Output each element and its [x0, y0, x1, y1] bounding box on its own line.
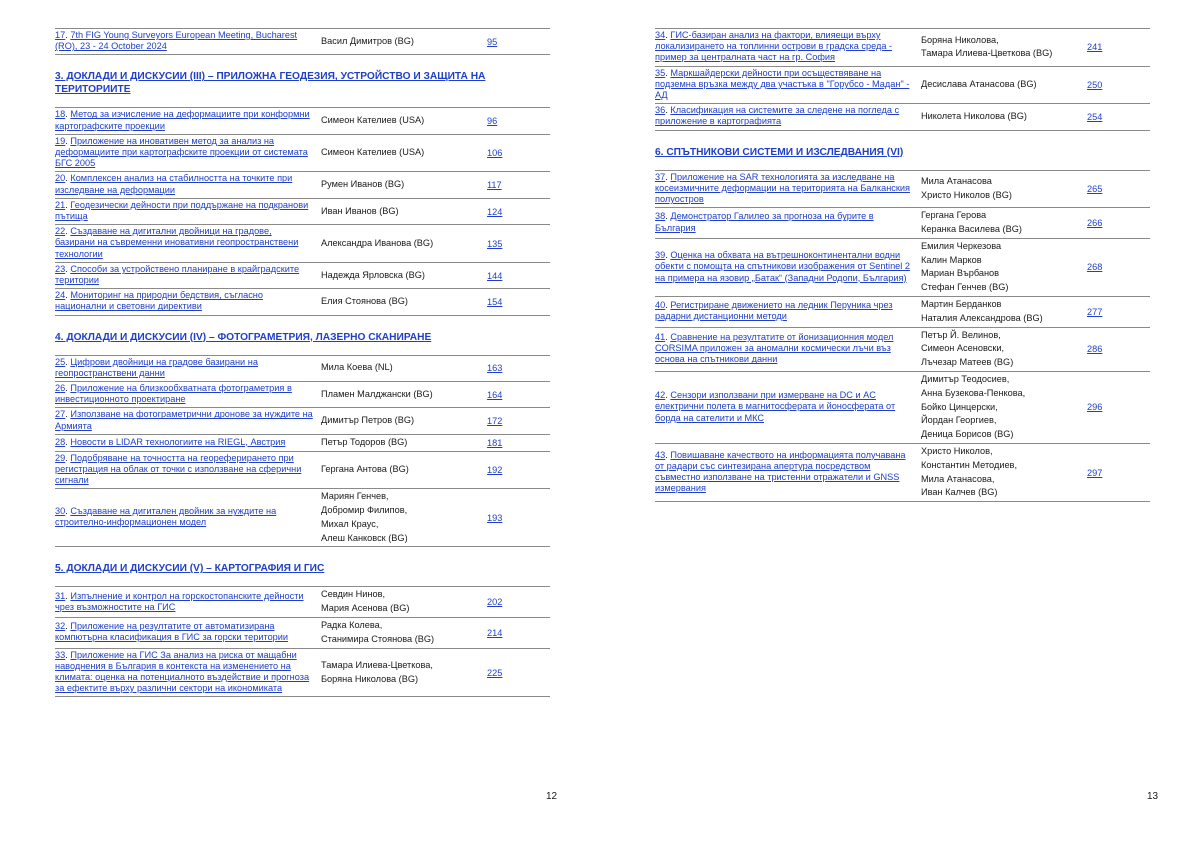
entry-number-dot: .	[65, 436, 71, 447]
author-name: Стефан Генчев (BG)	[921, 282, 1009, 293]
entry-authors	[313, 489, 487, 546]
entry-number-link[interactable]: 25	[55, 356, 66, 367]
entry-title	[655, 249, 913, 286]
toc-entry	[55, 224, 550, 262]
author-name: Емилия Черкезова	[921, 240, 1002, 251]
entry-title	[55, 172, 313, 197]
entry-title	[655, 389, 913, 426]
entry-number-dot: .	[665, 390, 671, 401]
author-name: Йордан Георгиев,	[921, 415, 997, 426]
entry-number-link[interactable]: 40	[655, 300, 666, 311]
entry-authors	[313, 204, 487, 220]
right-page	[600, 0, 1200, 849]
entry-number-dot: .	[65, 649, 71, 660]
toc-entry	[655, 66, 1150, 104]
author-name: Тамара Илиева-Цветкова (BG)	[921, 48, 1053, 59]
entry-title-link[interactable]: Създаване на дигитален двойник за нуждите на строително-информационен модел	[55, 506, 277, 528]
author-name: Наталия Александрова (BG)	[921, 312, 1043, 323]
author-name: Иван Калчев (BG)	[921, 487, 998, 498]
entry-number-link[interactable]: 36	[655, 105, 666, 116]
entry-title	[55, 29, 313, 54]
entry-authors	[313, 587, 487, 617]
entry-authors	[913, 33, 1087, 63]
author-name: Мила Атанасова	[921, 176, 992, 187]
entry-authors	[913, 174, 1087, 204]
entry-page-link[interactable]: 181	[487, 437, 503, 448]
entry-number-dot: .	[65, 506, 71, 517]
entry-title	[655, 331, 913, 368]
entry-number-dot: .	[665, 332, 671, 342]
entry-page-link[interactable]: 297	[1087, 467, 1103, 478]
page-number: 12	[546, 791, 558, 802]
author-name: Надежда Ярловска (BG)	[321, 269, 425, 280]
entry-title-link[interactable]: Създаване на дигитални двойници на градове, базирани на съвременни иновативни геопространствени технологии	[55, 226, 299, 259]
entry-number-link[interactable]: 27	[55, 409, 66, 420]
entry-title-link[interactable]: Изпълнение и контрол на горскостопанските дейности чрез възможностите на ГИС	[55, 590, 304, 612]
entry-title-link[interactable]: Комплексен анализ на стабилността на точките при изследване на деформации	[55, 173, 293, 195]
entry-title-link[interactable]: Използване на фотограметрични дронове за нуждите на Армията	[55, 409, 313, 431]
entry-page-link[interactable]: 172	[487, 416, 503, 427]
author-name: Алеш Канковск (BG)	[321, 532, 408, 543]
entry-page-link[interactable]: 193	[487, 512, 503, 523]
toc-entry	[55, 107, 550, 133]
entry-number-dot: .	[665, 250, 671, 261]
entry-authors	[313, 268, 487, 284]
entry-authors	[313, 113, 487, 129]
entry-number-link[interactable]: 32	[55, 621, 66, 632]
author-name: Васил Димитров (BG)	[321, 35, 414, 46]
entry-number-link[interactable]: 23	[55, 263, 66, 274]
entry-title	[55, 382, 313, 407]
author-name: Димитър Петров (BG)	[321, 415, 415, 426]
entry-authors	[313, 658, 487, 688]
toc-column-left	[55, 28, 550, 697]
entry-number-link[interactable]: 30	[55, 506, 66, 517]
entry-number-dot: .	[65, 135, 71, 146]
author-name: Севдин Нинов,	[321, 589, 386, 600]
entry-authors	[913, 444, 1087, 501]
entry-number-link[interactable]: 43	[655, 449, 666, 460]
entry-number-link[interactable]: 22	[55, 226, 66, 237]
entry-authors	[913, 328, 1087, 371]
entry-title	[55, 356, 313, 381]
entry-number-link[interactable]: 33	[55, 649, 66, 660]
author-name: Петър Й. Велинов,	[921, 329, 1001, 340]
toc-entry	[655, 296, 1150, 327]
toc-entry	[655, 371, 1150, 443]
entry-title	[55, 649, 313, 697]
author-name: Симеон Кателиев (USA)	[321, 115, 425, 126]
entry-page-link[interactable]: 268	[1087, 262, 1103, 273]
entry-authors	[313, 462, 487, 478]
entry-page-link[interactable]: 202	[487, 597, 503, 608]
entry-title-link[interactable]: Мониторинг на природни бедствия, съгласно национални и световни директиви	[55, 290, 263, 312]
entry-number-link[interactable]: 29	[55, 452, 66, 463]
author-name: Константин Методиев,	[921, 459, 1017, 470]
entry-title-link[interactable]: Приложение на резултатите от автоматизирана компютърна класификация в ГИС за горски територии	[55, 621, 289, 643]
toc-entry	[55, 451, 550, 489]
author-name: Мариян Генчев,	[321, 491, 389, 502]
entry-page-link[interactable]: 124	[487, 206, 503, 217]
entry-page-link[interactable]: 144	[487, 270, 503, 281]
author-name: Десислава Атанасова (BG)	[921, 79, 1037, 90]
toc-entry	[655, 28, 1150, 66]
toc-entry	[55, 288, 550, 314]
toc-entry	[55, 198, 550, 224]
section-heading[interactable]: 5. ДОКЛАДИ И ДИСКУСИИ (V) – КАРТОГРАФИЯ И ГИС	[55, 546, 550, 586]
entry-authors	[313, 360, 487, 376]
entry-page-link[interactable]: 214	[487, 627, 503, 638]
author-name: Тамара Илиева-Цветкова,	[321, 659, 433, 670]
entry-title	[55, 108, 313, 133]
author-name: Елия Стоянова (BG)	[321, 296, 408, 307]
toc-entry	[655, 103, 1150, 129]
entry-title-link[interactable]: Регистриране движението на ледник Перуника чрез радарни дистанционни методи	[655, 300, 893, 322]
entry-page-link[interactable]: 265	[1087, 183, 1103, 194]
entry-page-link[interactable]: 164	[487, 389, 503, 400]
entry-number-link[interactable]: 38	[655, 211, 666, 222]
entry-number-dot: .	[665, 67, 671, 78]
entry-authors	[313, 618, 487, 648]
author-name: Румен Иванов (BG)	[321, 179, 405, 190]
entry-authors	[913, 208, 1087, 238]
entry-number-link[interactable]: 39	[655, 250, 666, 261]
entry-page-link[interactable]: 254	[1087, 111, 1103, 122]
author-name: Николета Николова (BG)	[921, 111, 1027, 122]
entry-title-link[interactable]: Приложение на иновативен метод за анализ на деформациите при картографските проекции от системата БГС 2005	[55, 135, 308, 169]
entry-number-dot: .	[65, 290, 71, 301]
entry-title-link[interactable]: Приложение на близкообхватната фотограметрия в инвестиционното проектиране	[55, 383, 292, 405]
toc-entry	[55, 381, 550, 407]
entry-page-link[interactable]: 296	[1087, 402, 1103, 413]
entry-authors	[313, 435, 487, 451]
entry-page-link[interactable]: 95	[487, 36, 498, 47]
entry-number-link[interactable]: 41	[655, 332, 666, 342]
entry-authors	[313, 34, 487, 50]
entry-number-link[interactable]: 21	[55, 199, 66, 210]
entry-title	[655, 29, 913, 66]
toc-entry	[655, 207, 1150, 238]
author-name: Добромир Филипов,	[321, 505, 408, 516]
entry-number-dot: .	[65, 199, 71, 210]
entry-title	[55, 225, 313, 262]
entry-authors	[313, 236, 487, 252]
entry-authors	[313, 294, 487, 310]
entry-number-link[interactable]: 24	[55, 290, 66, 301]
entry-page-link[interactable]: 163	[487, 363, 503, 374]
author-name: Мария Асенова (BG)	[321, 603, 410, 614]
author-name: Керанка Василева (BG)	[921, 224, 1022, 235]
entry-number-link[interactable]: 20	[55, 173, 66, 184]
entry-title	[655, 299, 913, 324]
toc-entry	[55, 262, 550, 288]
entry-number-dot: .	[65, 590, 71, 601]
entry-number-link[interactable]: 19	[55, 135, 66, 146]
entry-title-link[interactable]: Цифрови двойници на градове базирани на геопространствени данни	[55, 356, 258, 378]
entry-page-link[interactable]: 266	[1087, 218, 1103, 229]
author-name: Мила Атанасова,	[921, 473, 995, 484]
section-heading[interactable]: 3. ДОКЛАДИ И ДИСКУСИИ (III) – ПРИЛОЖНА ГЕОДЕЗИЯ, УСТРОЙСТВО И ЗАЩИТА НА ТЕРИТОРИИТЕ	[55, 54, 550, 107]
author-name: Мартин Берданков	[921, 299, 1002, 310]
entry-title-link[interactable]: Сензори използвани при измерване на DC и AC електрични полета в магнитосферата и йоносферата от борда на сателити и МКС	[655, 390, 896, 423]
entry-authors	[313, 177, 487, 193]
entry-title	[55, 263, 313, 288]
entry-authors	[313, 413, 487, 429]
entry-title	[655, 210, 913, 235]
author-name: Мила Коева (NL)	[321, 362, 393, 373]
author-name: Боряна Николова (BG)	[321, 673, 419, 684]
section-heading[interactable]: 4. ДОКЛАДИ И ДИСКУСИИ (IV) – ФОТОГРАМЕТРИЯ, ЛАЗЕРНО СКАНИРАНЕ	[55, 315, 550, 355]
toc-entry	[655, 170, 1150, 208]
entry-title	[55, 135, 313, 172]
entry-page-link[interactable]: 135	[487, 238, 503, 249]
entry-page-link[interactable]: 192	[487, 464, 503, 475]
entry-page-link[interactable]: 106	[487, 148, 503, 159]
author-name: Гергана Герова	[921, 210, 987, 221]
entry-page-link[interactable]: 117	[487, 180, 502, 191]
author-name: Александра Иванова (BG)	[321, 237, 434, 248]
entry-title	[55, 505, 313, 530]
toc-entry	[55, 434, 550, 451]
entry-title-link[interactable]: Демонстратор Галилео за прогноза на бурите в България	[655, 211, 874, 233]
entry-title-link[interactable]: Способи за устройствено планиране в крайградските територии	[55, 263, 300, 286]
author-name: Симеон Кателиев (USA)	[321, 147, 425, 158]
entry-title	[655, 449, 913, 497]
entry-title-link[interactable]: Приложение на ГИС За анализ на риска от мащабни наводнения в България в контекста на изменението на климата: оценка на потенциалното въздействие и прогноза за ефектите върху различни сектори на икономиката	[55, 649, 310, 694]
entry-number-link[interactable]: 42	[655, 390, 666, 401]
entry-title	[655, 104, 913, 129]
author-name: Христо Николов (BG)	[921, 189, 1012, 200]
toc-entry	[55, 617, 550, 648]
entry-page-link[interactable]: 154	[487, 296, 503, 307]
toc-entry	[655, 238, 1150, 296]
toc-entry	[55, 407, 550, 433]
toc-entry	[55, 134, 550, 172]
author-name: Бойко Цинцерски,	[921, 401, 998, 412]
entry-number-link[interactable]: 34	[655, 30, 666, 40]
entry-number-dot: .	[665, 449, 671, 460]
toc-entry	[55, 648, 550, 698]
author-name: Гергана Антова (BG)	[321, 464, 409, 475]
entry-page-link[interactable]: 286	[1087, 344, 1103, 355]
entry-number-dot: .	[65, 383, 71, 394]
entry-number-dot: .	[65, 226, 71, 237]
entry-title-link[interactable]: ГИС-базиран анализ на фактори, влияещи върху локализирането на топлинни острови в градска среда - пример за централната част на гр. София	[655, 30, 893, 63]
entry-number-link[interactable]: 28	[55, 436, 66, 447]
entry-title	[655, 171, 913, 208]
entry-title	[55, 408, 313, 433]
entry-title	[55, 620, 313, 645]
entry-title	[55, 199, 313, 224]
entry-authors	[913, 297, 1087, 327]
author-name: Иван Иванов (BG)	[321, 205, 399, 216]
entry-title-link[interactable]: Оценка на обхвата на вътрешноконтинентални водни обекти с помощта на спътникови изображения от Sentinel 2 на примера на язовир „Батак“ (Западни Родопи, България)	[655, 250, 910, 283]
toc-entry	[55, 488, 550, 546]
entry-number-dot: .	[65, 621, 71, 632]
author-name: Димитър Теодосиев,	[921, 374, 1010, 384]
entry-authors	[913, 109, 1087, 125]
toc-entry	[55, 28, 550, 54]
author-name: Радка Колева,	[321, 620, 383, 631]
toc-entry	[55, 171, 550, 197]
author-name: Деница Борисов (BG)	[921, 429, 1014, 440]
section-heading[interactable]: 6. СПЪТНИКОВИ СИСТЕМИ И ИЗСЛЕДВАНИЯ (VI)	[655, 130, 1150, 170]
entry-page-link[interactable]: 250	[1087, 79, 1103, 90]
entry-title-link[interactable]: Приложение на SAR технологията за изследване на косеизмичните деформации на територията на Балканския полуостров	[655, 171, 910, 205]
author-name: Лъчезар Матеев (BG)	[921, 357, 1014, 368]
author-name: Христо Николов,	[921, 445, 993, 456]
entry-title-link[interactable]: Сравнение на резултатите от йонизационния модел CORSIMA приложен за аномални космически лъчи въз основа на спътникови данни	[655, 332, 894, 365]
entry-number-dot: .	[665, 300, 671, 311]
author-name: Пламен Малджански (BG)	[321, 388, 433, 399]
entry-number-dot: .	[665, 211, 671, 222]
toc-entry	[55, 586, 550, 617]
entry-authors	[313, 387, 487, 403]
entry-number-dot: .	[65, 409, 71, 420]
toc-entry	[55, 355, 550, 381]
author-name: Михал Краус,	[321, 518, 379, 529]
entry-number-link[interactable]: 26	[55, 383, 66, 394]
entry-title-link[interactable]: Метод за изчисление на деформациите при конформни картографските проекции	[55, 109, 310, 131]
toc-entry	[655, 443, 1150, 502]
author-name: Симеон Асеновски,	[921, 343, 1005, 354]
entry-authors	[913, 239, 1087, 296]
entry-title-link[interactable]: Повишаване качеството на информацията получавана от радари със синтезирана апертура посредством съвместно използване на тристенни отражатели и GNSS измервания	[655, 449, 906, 494]
entry-title-link[interactable]: Класификация на системите за следене на погледа с приложение в картографията	[655, 105, 900, 127]
author-name: Станимира Стоянова (BG)	[321, 633, 435, 644]
author-name: Боряна Николова,	[921, 34, 999, 45]
entry-number-dot: .	[665, 171, 671, 182]
entry-number-dot: .	[65, 109, 71, 120]
entry-number-dot: .	[65, 452, 71, 463]
entry-authors	[913, 77, 1087, 93]
entry-title	[55, 590, 313, 615]
entry-page-link[interactable]: 225	[487, 667, 503, 678]
entry-page-link[interactable]: 96	[487, 116, 498, 127]
entry-number-dot: .	[65, 173, 71, 184]
entry-number-dot: .	[665, 105, 671, 116]
entry-number-dot: .	[65, 263, 71, 274]
entry-number-link[interactable]: 31	[55, 590, 66, 601]
entry-title-link[interactable]: Новости в LIDAR технологиите на RIEGL, Австрия	[70, 436, 286, 447]
entry-number-link[interactable]: 18	[55, 109, 66, 120]
entry-title-link[interactable]: 7th FIG Young Surveyors European Meeting, Bucharest (RO), 23 - 24 October 2024	[55, 30, 298, 52]
author-name: Петър Тодоров (BG)	[321, 436, 408, 447]
entry-title-link[interactable]: Геодезически дейности при поддържане на подкранови пътища	[55, 199, 309, 222]
entry-number-link[interactable]: 37	[655, 171, 666, 182]
entry-number-dot: .	[65, 30, 71, 40]
entry-title	[55, 289, 313, 314]
entry-title-link[interactable]: Подобряване на точността на геореферирането при регистрация на облак от точки с използване на сферични сигнали	[55, 452, 302, 486]
entry-page-link[interactable]: 241	[1087, 42, 1103, 53]
page-number: 13	[1147, 791, 1159, 802]
entry-title	[55, 452, 313, 489]
entry-authors	[313, 145, 487, 161]
entry-authors	[913, 372, 1087, 443]
author-name: Анна Бузекова-Пенкова,	[921, 387, 1026, 398]
entry-number-dot: .	[65, 356, 71, 367]
toc-column-right	[655, 28, 1150, 502]
entry-title	[655, 67, 913, 104]
entry-number-link[interactable]: 17	[55, 30, 66, 40]
entry-number-dot: .	[665, 30, 671, 40]
entry-title	[55, 436, 313, 450]
author-name: Калин Марков	[921, 254, 982, 265]
entry-title-link[interactable]: Маркшайдерски дейности при осъществяване на подземна връзка между два участъка в "Горубсо - Мадан" - АД	[655, 67, 910, 101]
author-name: Мариан Върбанов	[921, 268, 1000, 279]
toc-entry	[655, 327, 1150, 371]
entry-page-link[interactable]: 277	[1087, 306, 1103, 317]
entry-number-link[interactable]: 35	[655, 67, 666, 78]
